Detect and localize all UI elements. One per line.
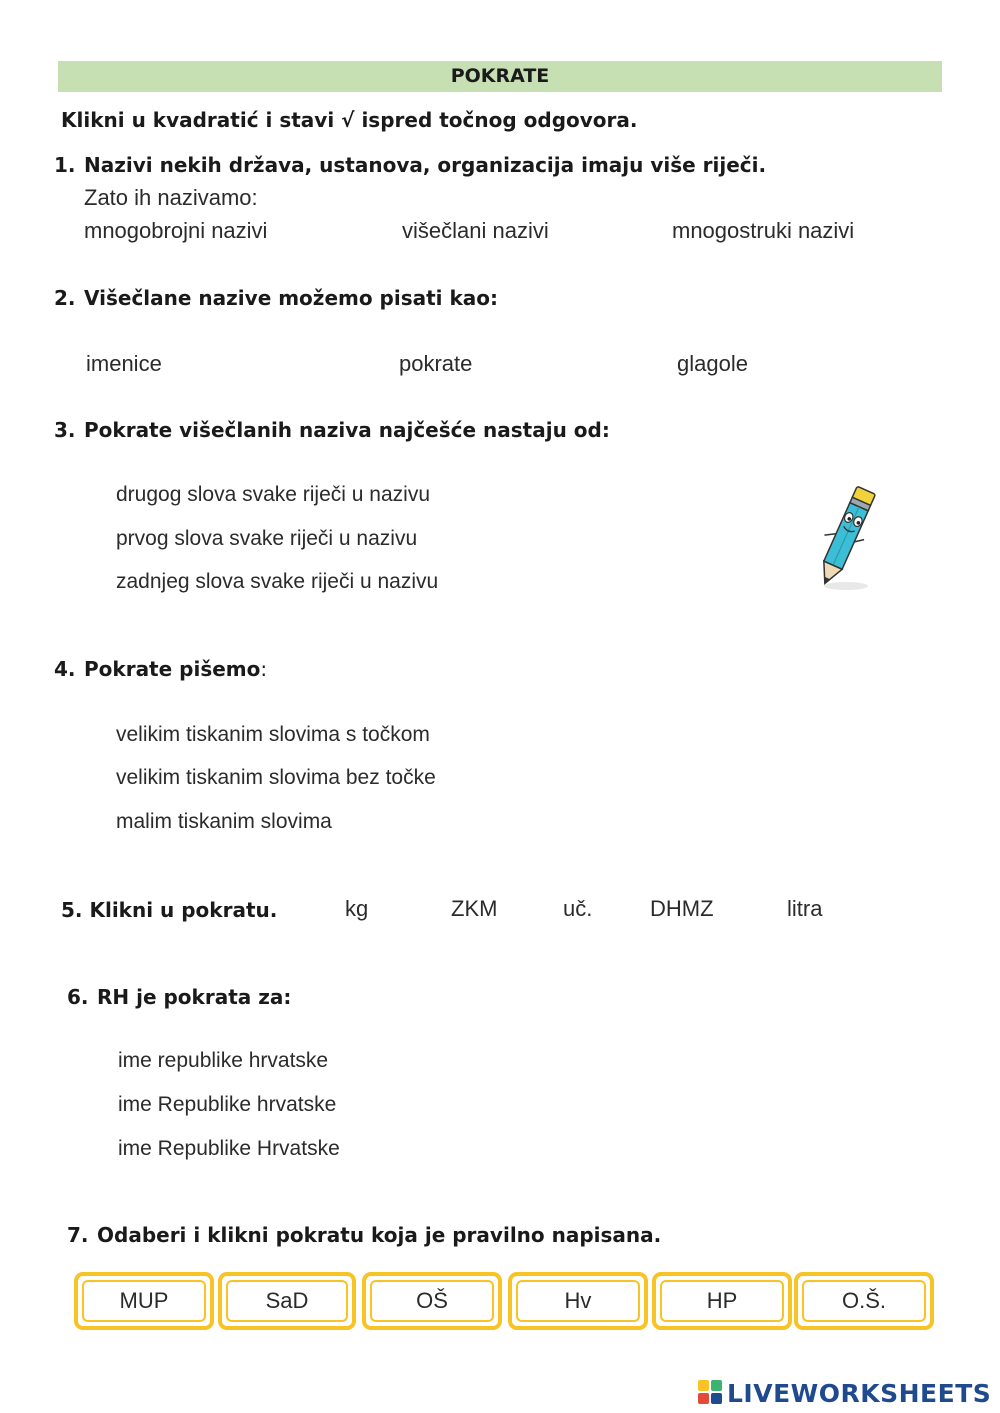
q5-heading: 5. Klikni u pokratu. [61,898,278,922]
q1-option-2[interactable]: višečlani nazivi [402,218,549,243]
q4-colon: : [260,657,268,681]
logo-text: LIVEWORKSHEETS [727,1378,992,1408]
q1-heading [54,153,766,177]
q1-subtext: Zato ih nazivamo: [84,185,258,210]
q1-number: 1. [54,153,76,177]
q2-number: 2. [54,286,76,310]
q5-option-kg[interactable]: kg [345,896,369,921]
q5-option-litra[interactable]: litra [787,896,823,921]
q7-heading [67,1223,661,1247]
q3-number: 3. [54,418,76,442]
page-title: POKRATE [450,65,550,87]
q6-option-3[interactable]: ime Republike Hrvatske [118,1137,340,1160]
q3-text: Pokrate višečlanih naziva najčešće nastaju od: [84,418,610,442]
q6-heading [67,985,291,1009]
q7-option-sad[interactable]: SaD [218,1272,356,1330]
q6-option-1[interactable]: ime republike hrvatske [118,1049,329,1072]
q7-option-o-s[interactable]: O.Š. [794,1272,934,1330]
q4-option-3[interactable]: malim tiskanim slovima [116,810,332,833]
q6-option-2[interactable]: ime Republike hrvatske [118,1093,337,1116]
q4-heading [54,657,267,681]
q7-text: Odaberi i klikni pokratu koja je pravilno napisana. [97,1223,662,1247]
q4-number: 4. [54,657,76,681]
q4-option-1[interactable]: velikim tiskanim slovima s točkom [116,723,430,746]
q3-option-3[interactable]: zadnjeg slova svake riječi u nazivu [116,570,439,593]
q3-option-1[interactable]: drugog slova svake riječi u nazivu [116,483,430,506]
q6-number: 6. [67,985,89,1009]
q1-text: Nazivi nekih država, ustanova, organizacija imaju više riječi. [84,153,767,177]
q2-option-2[interactable]: pokrate [399,351,473,376]
q2-option-1[interactable]: imenice [86,351,162,376]
q7-option-os[interactable]: OŠ [362,1272,502,1330]
q2-option-3[interactable]: glagole [677,351,748,376]
q6-text: RH je pokrata za: [97,985,292,1009]
q2-heading [54,286,498,310]
title-bar [58,61,942,92]
q3-option-2[interactable]: prvog slova svake riječi u nazivu [116,527,418,550]
q7-option-hp[interactable]: HP [652,1272,792,1330]
liveworksheets-logo [698,1378,991,1408]
q7-number: 7. [67,1223,89,1247]
q3-heading [54,418,610,442]
liveworksheets-logo-icon [698,1380,724,1406]
q2-text: Višečlane nazive možemo pisati kao: [84,286,499,310]
q7-option-mup[interactable]: MUP [74,1272,214,1330]
q5-option-zkm[interactable]: ZKM [451,896,498,921]
q4-text: Pokrate pišemo [84,657,261,681]
q5-option-dhmz[interactable]: DHMZ [650,896,714,921]
instruction-text: Klikni u kvadratić i stavi √ ispred točnog odgovora. [61,108,638,132]
q1-option-3[interactable]: mnogostruki nazivi [672,218,855,243]
q7-options [74,1272,936,1338]
q4-option-2[interactable]: velikim tiskanim slovima bez točke [116,766,436,789]
q7-option-hv[interactable]: Hv [508,1272,648,1330]
pencil-character-icon [806,478,886,596]
q5-option-uc[interactable]: uč. [563,896,593,921]
q1-option-1[interactable]: mnogobrojni nazivi [84,218,268,243]
